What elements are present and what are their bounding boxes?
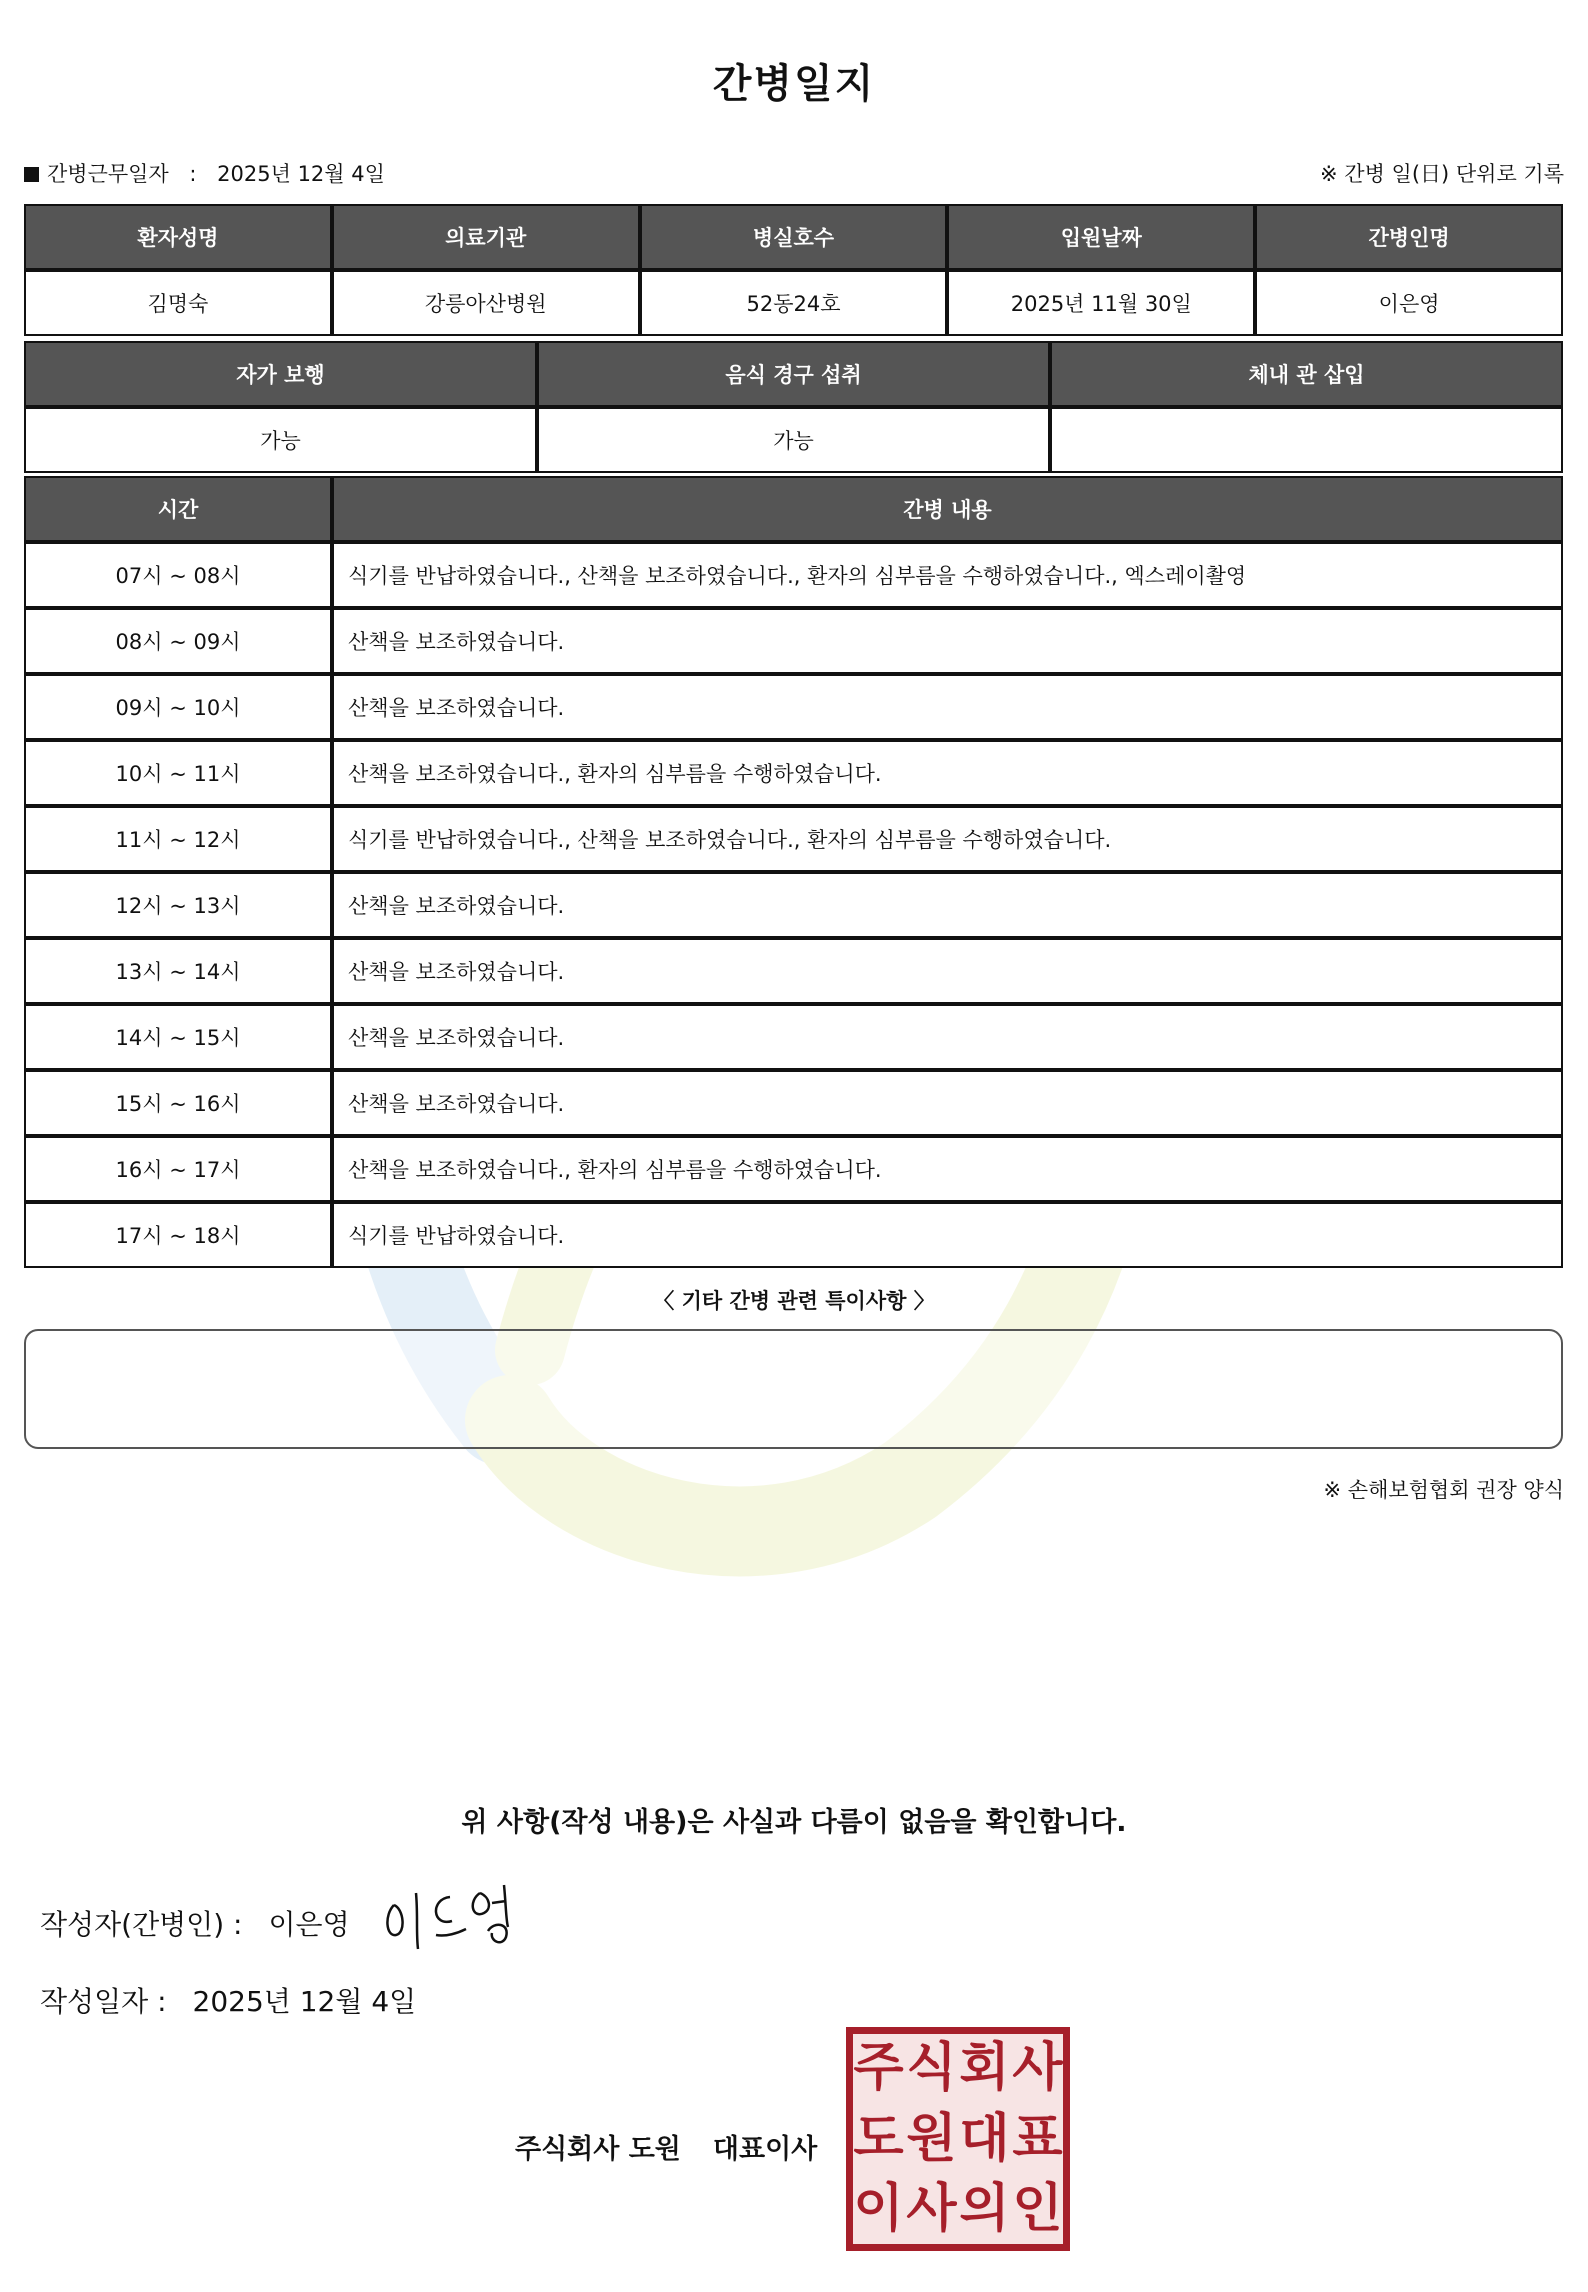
table-row bbox=[24, 674, 1563, 740]
seal-character: 사 bbox=[1012, 2038, 1063, 2098]
care-content: 산책을 보조하였습니다. bbox=[332, 938, 1563, 1004]
care-content: 식기를 반납하였습니다., 산책을 보조하였습니다., 환자의 심부름을 수행하였습니다., 엑스레이촬영 bbox=[332, 542, 1563, 608]
table-row bbox=[24, 1136, 1563, 1202]
table-row bbox=[24, 806, 1563, 872]
care-content: 산책을 보조하였습니다., 환자의 심부름을 수행하였습니다. bbox=[332, 740, 1563, 806]
table-row bbox=[24, 740, 1563, 806]
patient-info-table bbox=[24, 204, 1563, 336]
seal-character: 의 bbox=[959, 2179, 1010, 2240]
time-slot: 15시 ~ 16시 bbox=[24, 1070, 332, 1136]
header-admission-date: 입원날짜 bbox=[947, 204, 1255, 270]
notes-title: 〈 기타 간병 관련 특이사항 〉 bbox=[653, 1289, 935, 1313]
tube-insertion-status bbox=[1050, 407, 1563, 473]
time-slot: 17시 ~ 18시 bbox=[24, 1202, 332, 1268]
header-tube-insertion: 체내 관 삽입 bbox=[1050, 341, 1563, 407]
care-content: 산책을 보조하였습니다. bbox=[332, 674, 1563, 740]
care-content: 산책을 보조하였습니다., 환자의 심부름을 수행하였습니다. bbox=[332, 1136, 1563, 1202]
time-slot: 09시 ~ 10시 bbox=[24, 674, 332, 740]
seal-character: 이 bbox=[853, 2179, 904, 2240]
time-slot: 10시 ~ 11시 bbox=[24, 740, 332, 806]
care-content: 산책을 보조하였습니다. bbox=[332, 1004, 1563, 1070]
seal-characters bbox=[852, 2033, 1064, 2245]
seal-character: 대 bbox=[959, 2108, 1010, 2169]
caregiver-name: 이은영 bbox=[1255, 270, 1563, 336]
time-slot: 13시 ~ 14시 bbox=[24, 938, 332, 1004]
seal-character: 주 bbox=[853, 2038, 904, 2098]
hospital: 강릉아산병원 bbox=[332, 270, 640, 336]
time-slot: 08시 ~ 09시 bbox=[24, 608, 332, 674]
table-row bbox=[24, 872, 1563, 938]
company-name: 주식회사 도원 bbox=[515, 2134, 681, 2165]
table-row bbox=[24, 542, 1563, 608]
table-row bbox=[24, 1202, 1563, 1268]
patient-name: 김명숙 bbox=[24, 270, 332, 336]
seal-character: 원 bbox=[906, 2108, 957, 2169]
header-time: 시간 bbox=[24, 476, 332, 542]
handwritten-signature bbox=[380, 1875, 550, 1955]
patient-status-table bbox=[24, 341, 1563, 473]
care-log-table bbox=[24, 476, 1563, 1268]
writer-name: 이은영 bbox=[268, 1908, 350, 1941]
writer-label: 작성자(간병인) : bbox=[40, 1908, 243, 1941]
company-signature-line bbox=[515, 2127, 817, 2166]
seal-character: 도 bbox=[853, 2108, 904, 2169]
walking-status: 가능 bbox=[24, 407, 537, 473]
seal-character: 인 bbox=[1012, 2179, 1063, 2240]
header-hospital: 의료기관 bbox=[332, 204, 640, 270]
care-content: 산책을 보조하였습니다. bbox=[332, 872, 1563, 938]
time-slot: 14시 ~ 15시 bbox=[24, 1004, 332, 1070]
time-slot: 11시 ~ 12시 bbox=[24, 806, 332, 872]
seal-character: 표 bbox=[1012, 2108, 1063, 2169]
work-date-separator: : bbox=[189, 162, 197, 186]
written-date-line bbox=[40, 1980, 416, 2020]
care-content: 식기를 반납하였습니다. bbox=[332, 1202, 1563, 1268]
header-patient-name: 환자성명 bbox=[24, 204, 332, 270]
company-seal-stamp bbox=[846, 2027, 1070, 2251]
writer-line bbox=[40, 1903, 350, 1943]
table-row bbox=[24, 1004, 1563, 1070]
notes-box bbox=[24, 1329, 1563, 1449]
table-row bbox=[24, 608, 1563, 674]
care-content: 산책을 보조하였습니다. bbox=[332, 608, 1563, 674]
care-content: 식기를 반납하였습니다., 산책을 보조하였습니다., 환자의 심부름을 수행하였습니다. bbox=[332, 806, 1563, 872]
written-date-label: 작성일자 : bbox=[40, 1985, 167, 2018]
record-note: ※ 간병 일(日) 단위로 기록 bbox=[1320, 162, 1564, 186]
oral-intake-status: 가능 bbox=[537, 407, 1050, 473]
seal-character: 식 bbox=[906, 2038, 957, 2098]
bullet-square-icon bbox=[24, 167, 39, 182]
company-title: 대표이사 bbox=[712, 2134, 818, 2165]
form-note: ※ 손해보험협회 권장 양식 bbox=[1323, 1478, 1564, 1502]
work-date-label: 간병근무일자 bbox=[47, 162, 169, 186]
time-slot: 07시 ~ 08시 bbox=[24, 542, 332, 608]
page-title: 간병일지 bbox=[712, 61, 876, 107]
seal-character: 사 bbox=[906, 2179, 957, 2240]
header-oral-intake: 음식 경구 섭취 bbox=[537, 341, 1050, 407]
work-date-value: 2025년 12월 4일 bbox=[217, 162, 385, 186]
time-slot: 16시 ~ 17시 bbox=[24, 1136, 332, 1202]
work-date-line bbox=[24, 158, 385, 188]
room-number: 52동24호 bbox=[640, 270, 948, 336]
written-date-value: 2025년 12월 4일 bbox=[192, 1985, 417, 2018]
admission-date: 2025년 11월 30일 bbox=[947, 270, 1255, 336]
header-walking: 자가 보행 bbox=[24, 341, 537, 407]
header-caregiver: 간병인명 bbox=[1255, 204, 1563, 270]
care-content: 산책을 보조하였습니다. bbox=[332, 1070, 1563, 1136]
header-care-content: 간병 내용 bbox=[332, 476, 1563, 542]
table-row bbox=[24, 938, 1563, 1004]
header-room: 병실호수 bbox=[640, 204, 948, 270]
confirmation-statement: 위 사항(작성 내용)은 사실과 다름이 없음을 확인합니다. bbox=[461, 1807, 1127, 1838]
seal-character: 회 bbox=[959, 2038, 1010, 2098]
time-slot: 12시 ~ 13시 bbox=[24, 872, 332, 938]
table-row bbox=[24, 1070, 1563, 1136]
